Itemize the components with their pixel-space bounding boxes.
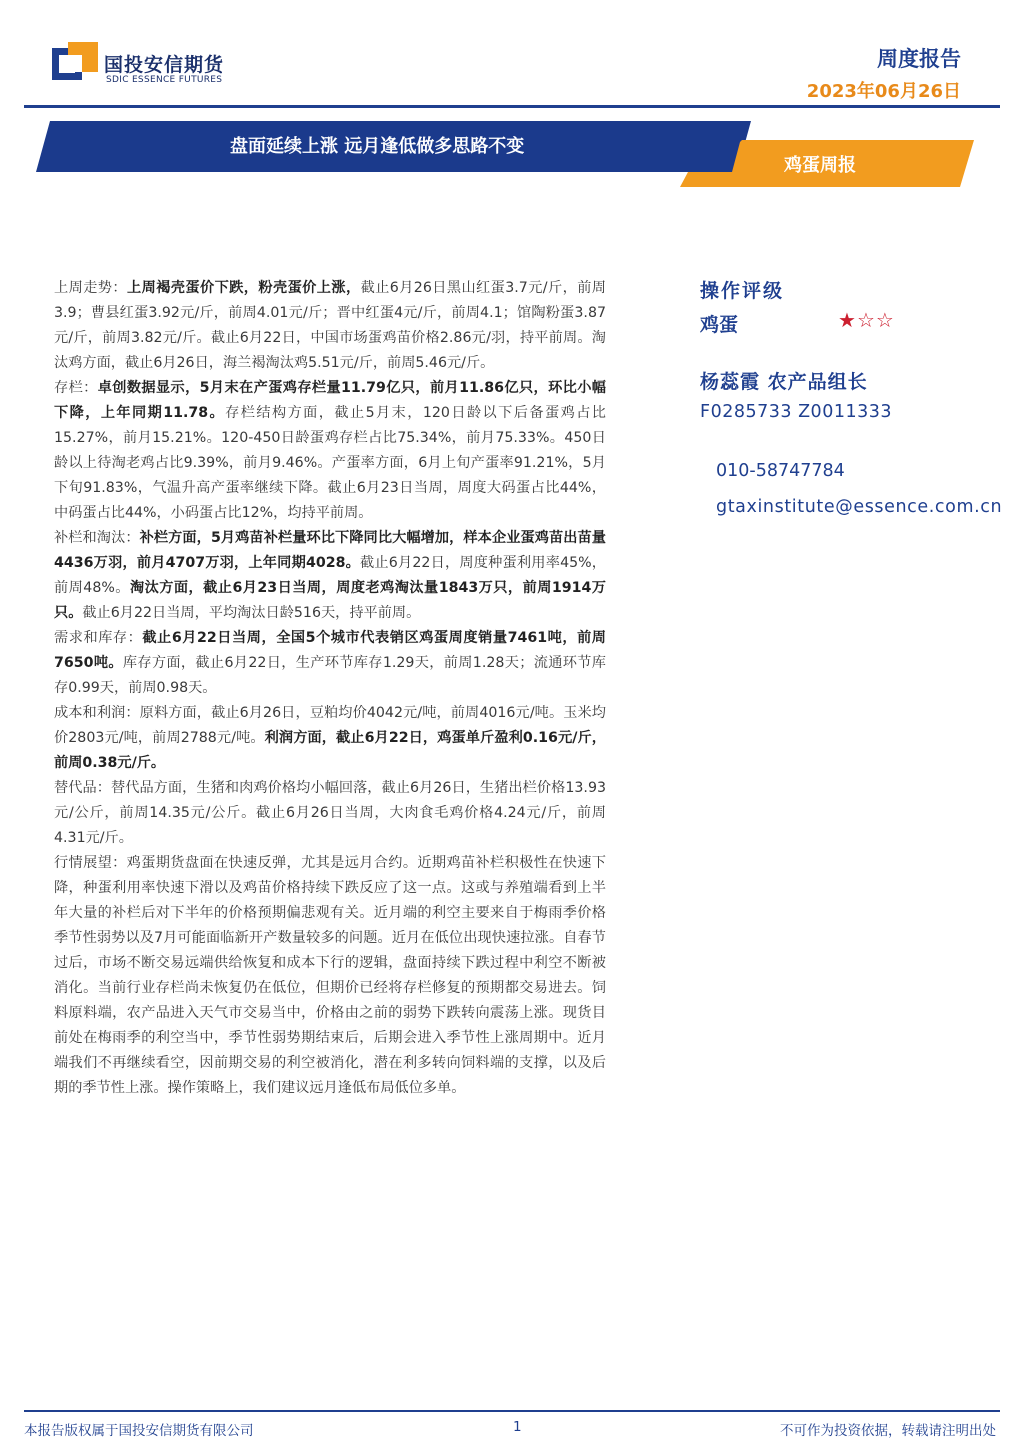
page-number: 1 <box>513 1419 522 1435</box>
body-paragraph <box>54 526 606 626</box>
emphasized-text: 卓创数据显示，5月末在产蛋鸡存栏量11.79亿只，前月11.86亿只，环比小幅下降，上年同期11.78。 <box>54 380 606 421</box>
rating-stars <box>838 308 895 332</box>
body-text: 库存方面，截止6月22日，生产环节库存1.29天，前周1.28天；流通环节库存0.99天，前周0.98天。 <box>54 655 606 696</box>
contact-email[interactable]: gtaxinstitute@essence.com.cn <box>716 497 1003 517</box>
contact-phone: 010-58747784 <box>716 461 845 481</box>
company-name-en: SDIC ESSENCE FUTURES <box>106 75 223 85</box>
body-text: 需求和库存： <box>54 630 143 646</box>
body-text: 截止6月22日，周度种蛋利用率45%，前周48%。 <box>54 555 606 596</box>
body-paragraph <box>54 851 606 1101</box>
body-text: 截止6月26日黑山红蛋3.7元/斤，前周3.9；曹县红蛋3.92元/斤，前周4.01元/斤；晋中红蛋4元/斤，前周4.1；馆陶粉蛋3.87元/斤，前周3.82元/斤。截止6月22日，中国市场蛋鸡苗价格2.86元/羽，持平前周。淘汰鸡方面，截止6月26日，海兰褐淘汰鸡5.51元/斤，前周5.46元/斤。 <box>54 280 606 371</box>
emphasized-text: 上周褐壳蛋价下跌，粉壳蛋价上涨， <box>127 280 361 296</box>
body-text: 成本和利润：原料方面，截止6月26日，豆粕均价4042元/吨，前周4016元/吨。玉米均价2803元/吨，前周2788元/吨。 <box>54 705 606 746</box>
body-text: 行情展望：鸡蛋期货盘面在快速反弹，尤其是远月合约。近期鸡苗补栏积极性在快速下降，种蛋利用率快速下滑以及鸡苗价格持续下跌反应了这一点。这或与养殖端看到上半年大量的补栏后对下半年的价格预期偏悲观有关。近月端的利空主要来自于梅雨季价格季节性弱势以及7月可能面临新开产数量较多的问题。近月在低位出现快速拉涨。自春节过后，市场不断交易远端供给恢复和成本下行的逻辑，盘面持续下跌过程中利空不断被消化。当前行业存栏尚未恢复仍在低位，但期价已经将存栏修复的预期都交易进去。饲料原料端，农产品进入天气市交易当中，价格由之前的弱势下跌转向震荡上涨。现货目前处在梅雨季的利空当中，季节性弱势期结束后，后期会进入季节性上涨周期中。近月端我们不再继续看空，因前期交易的利空被消化，潜在利多转向饲料端的支撑，以及后期的季节性上涨。操作策略上，我们建议远月逢低布局低位多单。 <box>54 855 606 1096</box>
body-text: 存栏结构方面，截止5月末，120日龄以下后备蛋鸡占比15.27%，前月15.21%。120-450日龄蛋鸡存栏占比75.34%，前月75.33%。450日龄以上待淘老鸡占比9.39%，前月9.46%。产蛋率方面，6月上旬产蛋率91.21%，5月下旬91.83%，气温升高产蛋率继续下降。截止6月23日当周，周度大码蛋占比44%，中码蛋占比44%，小码蛋占比12%，均持平前周。 <box>54 405 606 521</box>
emphasized-text: 淘汰方面，截止6月23日当周，周度老鸡淘汰量1843万只，前周1914万只。 <box>54 580 606 621</box>
rated-product: 鸡蛋 <box>700 314 739 336</box>
body-text: 补栏和淘汰： <box>54 530 140 546</box>
body-paragraph <box>54 276 606 376</box>
footer-copyright: 本报告版权属于国投安信期货有限公司 <box>24 1423 254 1439</box>
star-filled-icon: ★ <box>838 308 857 332</box>
body-paragraph <box>54 701 606 776</box>
body-paragraph <box>54 626 606 701</box>
body-text: 存栏： <box>54 380 98 396</box>
footer-disclaimer: 不可作为投资依据，转载请注明出处 <box>780 1423 996 1439</box>
emphasized-text: 补栏方面，5月鸡苗补栏量环比下降同比大幅增加，样本企业蛋鸡苗出苗量4436万羽，前月4707万羽，上年同期4028。 <box>54 530 606 571</box>
report-type: 周度报告 <box>877 47 961 71</box>
report-headline: 盘面延续上涨 远月逢低做多思路不变 <box>230 136 525 157</box>
report-date: 2023年06月26日 <box>806 81 961 102</box>
body-text: 上周走势： <box>54 280 127 296</box>
author-name: 杨蕊霞 农产品组长 <box>700 371 868 393</box>
header-divider <box>24 105 1000 108</box>
body-text: 替代品：替代品方面，生猪和肉鸡价格均小幅回落，截止6月26日，生猪出栏价格13.93元/公斤，前周14.35元/公斤。截止6月26日当周，大肉食毛鸡价格4.24元/斤，前周4.31元/斤。 <box>54 780 606 846</box>
report-body <box>54 276 606 1101</box>
footer-divider <box>24 1410 1000 1412</box>
body-text: 截止6月22日当周，平均淘汰日龄516天，持平前周。 <box>82 605 421 621</box>
report-category-label: 鸡蛋周报 <box>784 155 856 176</box>
rating-label: 操作评级 <box>700 280 785 302</box>
company-logo-mark <box>52 42 98 86</box>
emphasized-text: 利润方面，截止6月22日，鸡蛋单斤盈利0.16元/斤，前周0.38元/斤。 <box>54 730 606 771</box>
company-name-cn: 国投安信期货 <box>104 54 225 76</box>
body-paragraph <box>54 376 606 526</box>
star-empty-icon: ☆☆ <box>856 308 895 332</box>
author-license: F0285733 Z0011333 <box>700 402 892 422</box>
emphasized-text: 截止6月22日当周，全国5个城市代表销区鸡蛋周度销量7461吨，前周7650吨。 <box>54 630 606 671</box>
body-paragraph <box>54 776 606 851</box>
